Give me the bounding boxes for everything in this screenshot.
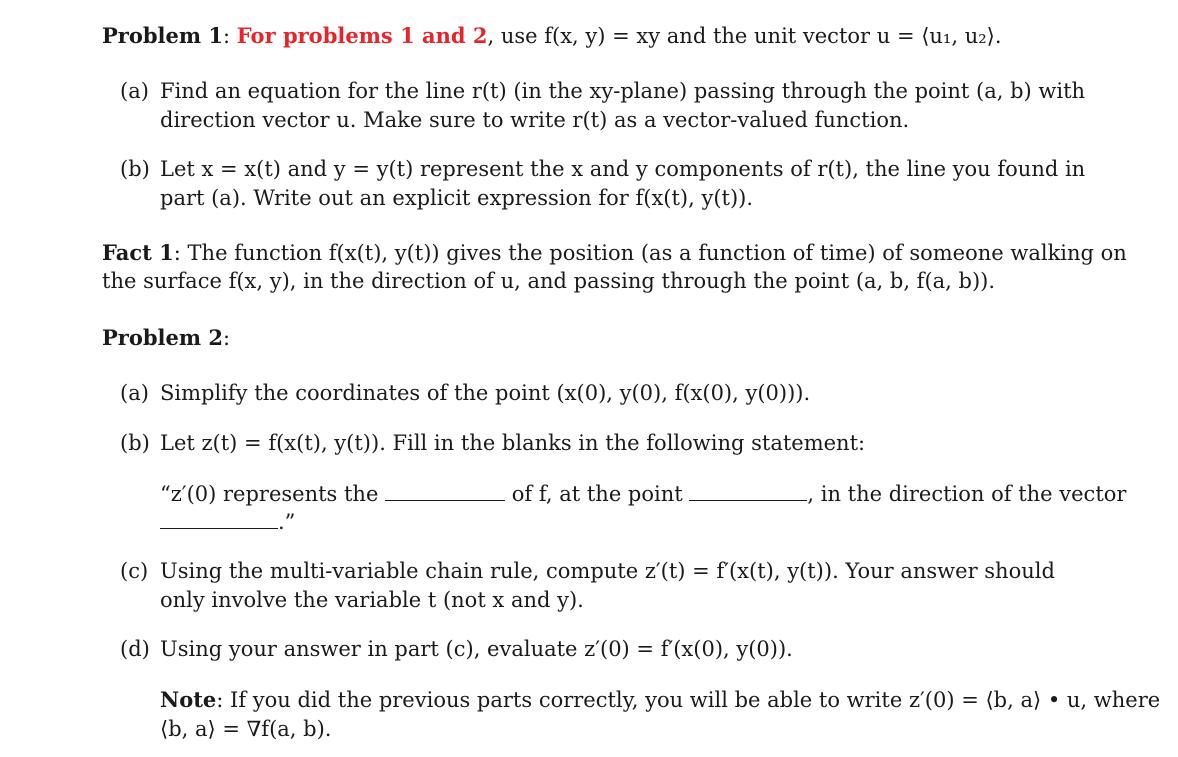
problem2-heading-line: Problem 2: xyxy=(102,325,231,350)
part-label: (d) xyxy=(120,637,150,661)
part-a-line1: Find an equation for the line r(t) (in the xy-plane) passing through the point (a, b) with xyxy=(160,79,1086,103)
problem1-part-b xyxy=(120,155,1085,183)
fact1-heading: Fact 1 xyxy=(102,240,174,265)
note-heading: Note xyxy=(160,687,217,712)
fill-in-statement xyxy=(160,480,1126,508)
problem2-part-c-cont: only involve the variable t (not x and y). xyxy=(160,588,584,612)
fact1-line1: The function f(x(t), y(t)) gives the position (as a function of time) of someone walking on xyxy=(187,241,1127,265)
statement-close: .” xyxy=(278,510,296,534)
note-line1: If you did the previous parts correctly, you will be able to write z′(0) = ⟨b, a⟩ • u, where xyxy=(230,688,1161,712)
part-label: (a) xyxy=(120,381,149,405)
problem1-part-a-cont: direction vector u. Make sure to write r(t) as a vector-valued function. xyxy=(160,108,910,132)
problem2-part-b xyxy=(120,429,865,457)
blank-2 xyxy=(689,486,807,501)
blank-3 xyxy=(160,514,278,529)
part-b-text: Let z(t) = f(x(t), y(t)). Fill in the blanks in the following statement: xyxy=(160,431,866,455)
note-cont: ⟨b, a⟩ = ∇f(a, b). xyxy=(160,717,332,741)
fact1-cont: the surface f(x, y), in the direction of u, and passing through the point (a, b, f(a, b)). xyxy=(102,269,996,293)
part-b-line1: Let x = x(t) and y = y(t) represent the x and y components of r(t), the line you found in xyxy=(160,157,1086,181)
problem2-part-a xyxy=(120,379,810,407)
statement-mid1: of f, at the point xyxy=(511,482,683,506)
problem1-part-a xyxy=(120,77,1085,105)
part-c-line1: Using the multi-variable chain rule, compute z′(t) = f′(x(t), y(t)). Your answer should xyxy=(160,559,1055,583)
problem2-heading: Problem 2 xyxy=(102,325,224,350)
part-label: (a) xyxy=(120,79,149,103)
part-label: (b) xyxy=(120,157,150,181)
blank-1 xyxy=(385,486,505,501)
problem1-intro-red: For problems 1 and 2 xyxy=(236,23,488,48)
problem2-part-d xyxy=(120,635,793,663)
fill-in-statement-cont xyxy=(160,508,295,536)
statement-mid2: , in the direction of the vector xyxy=(807,482,1127,506)
problem1-heading: Problem 1 xyxy=(102,23,224,48)
problem2-part-c xyxy=(120,557,1055,585)
problem1-intro: Problem 1: For problems 1 and 2, use f(x, y) = xy and the unit vector u = ⟨u₁, u₂⟩. xyxy=(102,23,1002,48)
problem1-part-b-cont: part (a). Write out an explicit expression for f(x(t), y(t)). xyxy=(160,186,754,210)
fact1: Fact 1: The function f(x(t), y(t)) gives the position (as a function of time) of someone walking on xyxy=(102,240,1127,265)
part-label: (b) xyxy=(120,431,150,455)
statement-open: “z′(0) represents the xyxy=(160,482,379,506)
note: Note: If you did the previous parts correctly, you will be able to write z′(0) = ⟨b, a⟩ • u, where xyxy=(160,687,1161,712)
part-label: (c) xyxy=(120,559,149,583)
problem1-intro-rest: , use f(x, y) = xy and the unit vector u = ⟨u₁, u₂⟩. xyxy=(487,24,1002,48)
part-d-text: Using your answer in part (c), evaluate z′(0) = f′(x(0), y(0)). xyxy=(160,637,793,661)
part-a-text: Simplify the coordinates of the point (x(0), y(0), f(x(0), y(0))). xyxy=(160,381,811,405)
